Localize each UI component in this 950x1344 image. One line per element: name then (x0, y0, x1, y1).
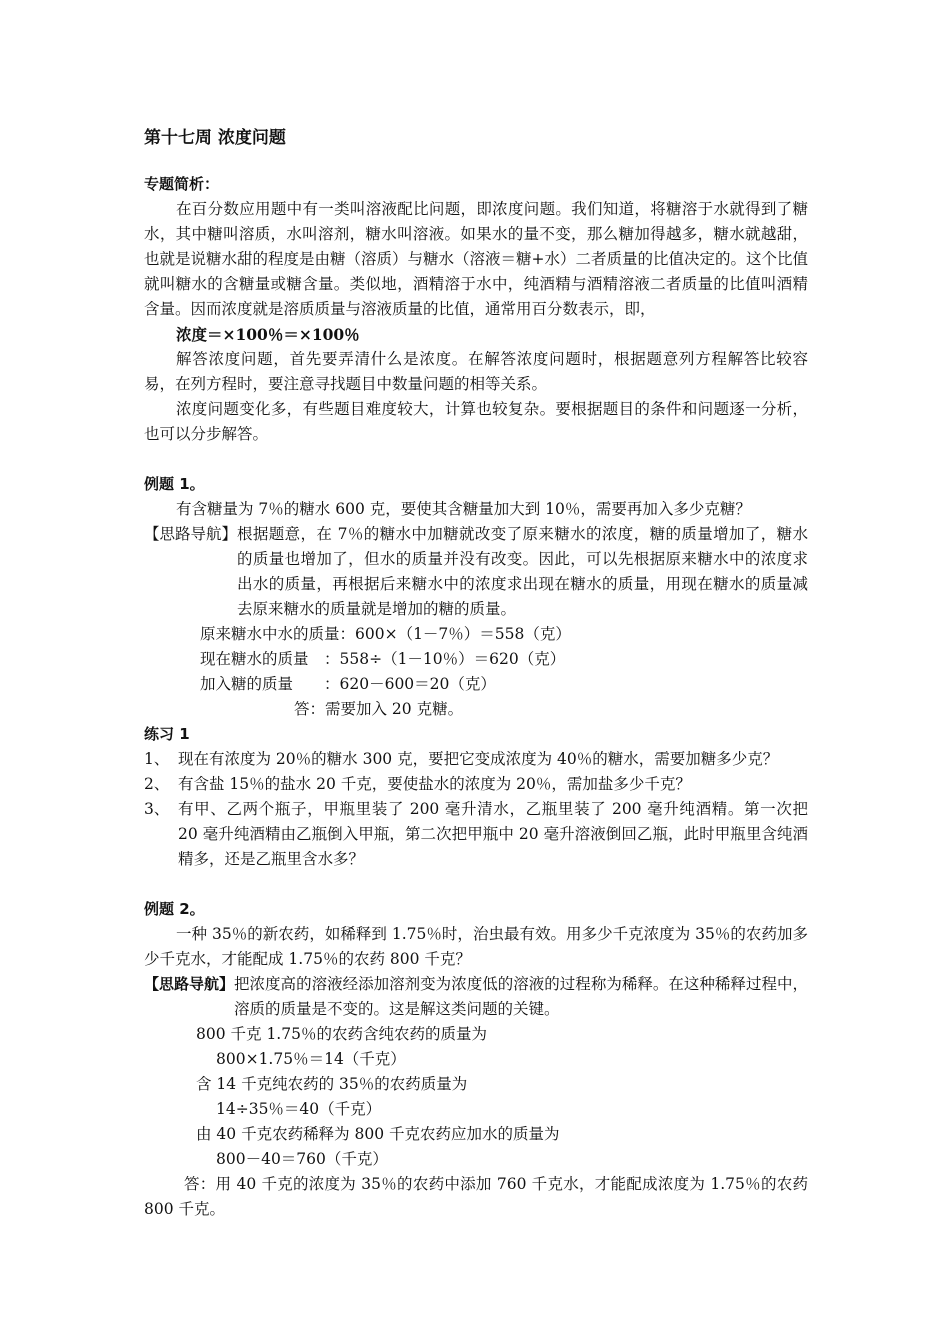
item-text: 有甲、乙两个瓶子，甲瓶里装了 200 毫升清水，乙瓶里装了 200 毫升纯酒精。第一次把 20 毫升纯酒精由乙瓶倒入甲瓶，第二次把甲瓶中 20 毫升溶液倒回乙瓶，此时甲瓶里含纯酒精多，还是乙瓶里含水多？ (178, 800, 808, 868)
example2-answer: 答：用 40 千克的浓度为 35％的农药中添加 760 千克水，才能配成浓度为 1.75％的农药 800 千克。 (144, 1175, 808, 1218)
concentration-formula: 浓度＝×100％＝×100％ (176, 325, 360, 344)
item-number: 2、 (144, 775, 170, 793)
document-page (144, 118, 808, 1222)
example2-problem: 一种 35％的新农药，如稀释到 1.75％时，治虫最有效。用多少千克浓度为 35％的农药加多少千克水，才能配成 1.75％的农药 800 千克？ (144, 925, 808, 968)
item-number: 1、 (144, 750, 170, 768)
analysis-heading: 专题简析： (144, 175, 220, 193)
page-title: 第十七周 浓度问题 (144, 128, 286, 148)
list-item (144, 772, 808, 797)
example2-step: 800 千克 1.75％的农药含纯农药的质量为 (196, 1025, 487, 1043)
example2-calc: 800×1.75％＝14（千克） (216, 1050, 406, 1068)
example2-hint (144, 972, 808, 1022)
example2-step: 含 14 千克纯农药的 35％的农药质量为 (196, 1075, 468, 1093)
example1-problem: 有含糖量为 7％的糖水 600 克，要使其含糖量加大到 10％，需要再加入多少克糖？ (176, 500, 751, 518)
hint-label: 【思路导航】 (144, 975, 235, 993)
hint-label: 【思路导航】 (144, 525, 238, 543)
hint-text: 根据题意，在 7％的糖水中加糖就改变了原来糖水的浓度，糖的质量增加了，糖水的质量也增加了，但水的质量并没有改变。因此，可以先根据原来糖水中的浓度求出水的质量，再根据后来糖水中的浓度求出现在糖水的质量，用现在糖水的质量减去原来糖水的质量就是增加的糖的质量。 (237, 525, 808, 618)
item-text: 现在有浓度为 20％的糖水 300 克，要把它变成浓度为 40％的糖水，需要加糖多少克？ (178, 750, 779, 768)
example2-step: 由 40 千克农药稀释为 800 千克农药应加水的质量为 (196, 1125, 560, 1143)
example2-heading: 例题 2。 (144, 900, 205, 918)
example1-heading: 例题 1。 (144, 475, 205, 493)
example1-answer: 答：需要加入 20 克糖。 (294, 700, 464, 718)
example2-calc: 800－40＝760（千克） (216, 1150, 388, 1168)
example1-hint (144, 522, 808, 622)
analysis-paragraph-3: 浓度问题变化多，有些题目难度较大，计算也较复杂。要根据题目的条件和问题逐一分析，也可以分步解答。 (144, 400, 808, 443)
example1-step: 现在糖水的质量 ：558÷（1－10％）＝620（克） (200, 650, 566, 668)
list-item (144, 747, 808, 772)
analysis-paragraph-2: 解答浓度问题，首先要弄清什么是浓度。在解答浓度问题时，根据题意列方程解答比较容易，在列方程时，要注意寻找题目中数量问题的相等关系。 (144, 350, 808, 393)
example1-step: 加入糖的质量 ：620－600＝20（克） (200, 675, 496, 693)
practice1-heading: 练习 1 (144, 725, 190, 743)
item-text: 有含盐 15％的盐水 20 千克，要使盐水的浓度为 20％，需加盐多少千克？ (178, 775, 691, 793)
hint-text: 把浓度高的溶液经添加溶剂变为浓度低的溶液的过程称为稀释。在这种稀释过程中，溶质的质量是不变的。这是解这类问题的关键。 (234, 975, 808, 1018)
item-number: 3、 (144, 800, 170, 818)
example1-step: 原来糖水中水的质量：600×（1－7％）＝558（克） (200, 625, 571, 643)
list-item (144, 797, 808, 872)
analysis-paragraph-1: 在百分数应用题中有一类叫溶液配比问题，即浓度问题。我们知道，将糖溶于水就得到了糖水，其中糖叫溶质，水叫溶剂，糖水叫溶液。如果水的量不变，那么糖加得越多，糖水就越甜，也就是说糖水甜的程度是由糖（溶质）与糖水（溶液＝糖+水）二者质量的比值决定的。这个比值就叫糖水的含糖量或糖含量。类似地，酒精溶于水中，纯酒精与酒精溶液二者质量的比值叫酒精含量。因而浓度就是溶质质量与溶液质量的比值，通常用百分数表示，即， (144, 200, 808, 318)
example2-calc: 14÷35％＝40（千克） (216, 1100, 382, 1118)
